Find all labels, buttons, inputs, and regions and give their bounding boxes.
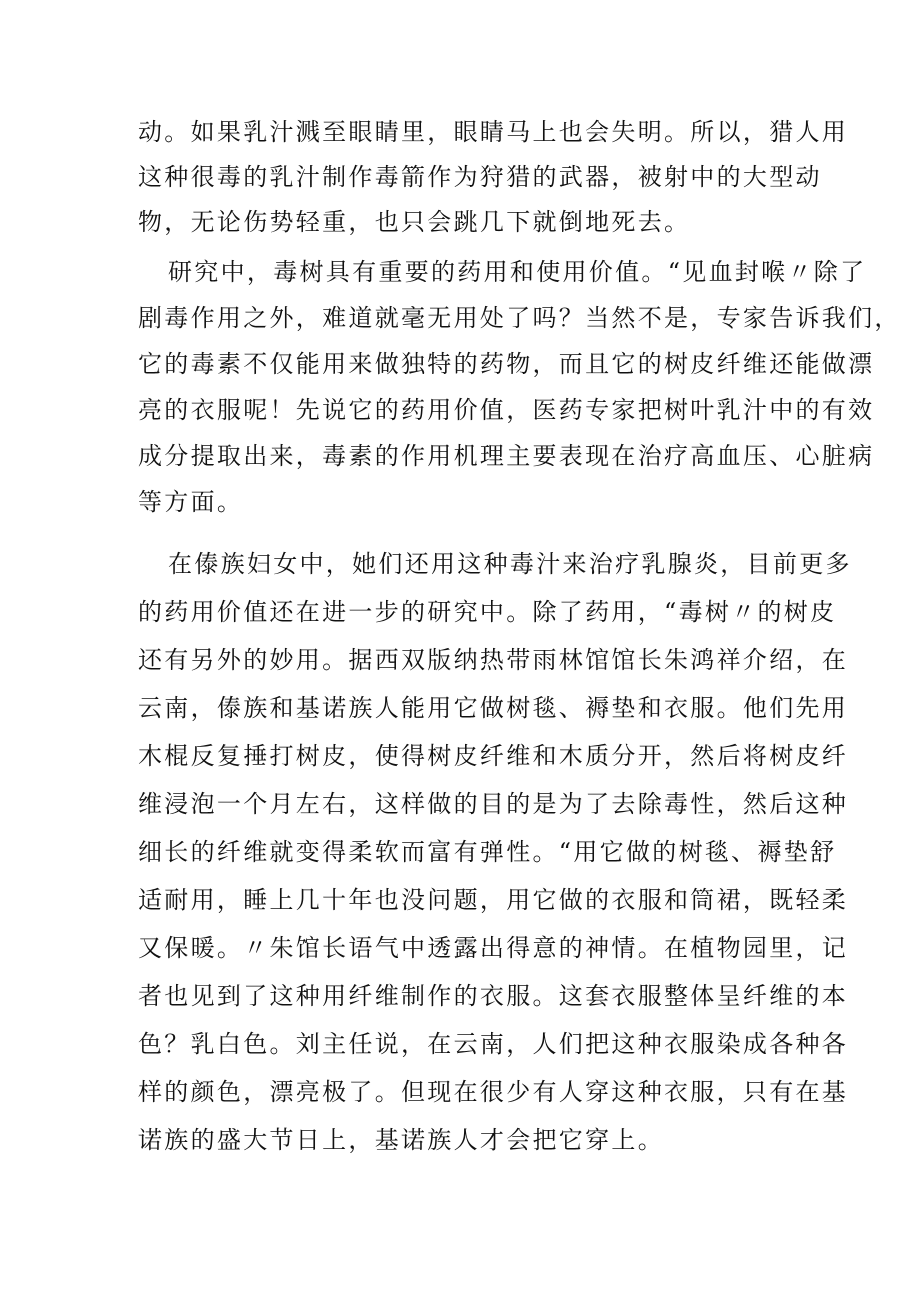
text-line: 适耐用，睡上几十年也没问题，用它做的衣服和筒裙，既轻柔 bbox=[138, 886, 849, 914]
text-line: 色？乳白色。刘主任说，在云南，人们把这种衣服染成各种各 bbox=[138, 1030, 849, 1058]
text-line: 剧毒作用之外，难道就毫无用处了吗？当然不是，专家告诉我们， bbox=[138, 304, 901, 332]
text-line: 样的颜色，漂亮极了。但现在很少有人穿这种衣服，只有在基 bbox=[138, 1078, 849, 1106]
text-line: 成分提取出来，毒素的作用机理主要表现在治疗高血压、心脏病 bbox=[138, 442, 875, 470]
text-line: 又保暖。〃朱馆长语气中透露出得意的神情。在植物园里，记 bbox=[138, 934, 849, 962]
text-line: 诺族的盛大节日上，基诺族人才会把它穿上。 bbox=[138, 1126, 664, 1154]
text-line: 研究中，毒树具有重要的药用和使用价值。“见血封喉〃除了 bbox=[168, 258, 867, 286]
text-line: 在傣族妇女中，她们还用这种毒汁来治疗乳腺炎，目前更多 bbox=[168, 550, 852, 578]
text-line: 动。如果乳汁溅至眼睛里，眼睛马上也会失明。所以，猎人用 bbox=[138, 118, 849, 146]
text-line: 的药用价值还在进一步的研究中。除了药用，“毒树〃的树皮 bbox=[138, 598, 837, 626]
text-line: 云南，傣族和基诺族人能用它做树毯、褥垫和衣服。他们先用 bbox=[138, 694, 849, 722]
text-line: 物，无论伤势轻重，也只会跳几下就倒地死去。 bbox=[138, 208, 691, 236]
text-line: 亮的衣服呢！先说它的药用价值，医药专家把树叶乳汁中的有效 bbox=[138, 396, 875, 424]
text-line: 细长的纤维就变得柔软而富有弹性。“用它做的树毯、褥垫舒 bbox=[138, 838, 837, 866]
text-line: 还有另外的妙用。据西双版纳热带雨林馆馆长朱鸿祥介绍，在 bbox=[138, 646, 849, 674]
text-line: 者也见到了这种用纤维制作的衣服。这套衣服整体呈纤维的本 bbox=[138, 982, 849, 1010]
text-line: 维浸泡一个月左右，这样做的目的是为了去除毒性，然后这种 bbox=[138, 790, 849, 818]
text-line: 等方面。 bbox=[138, 488, 244, 516]
text-line: 这种很毒的乳汁制作毒箭作为狩猎的武器，被射中的大型动 bbox=[138, 163, 822, 191]
text-line: 木棍反复捶打树皮，使得树皮纤维和木质分开，然后将树皮纤 bbox=[138, 742, 849, 770]
text-line: 它的毒素不仅能用来做独特的药物，而且它的树皮纤维还能做漂 bbox=[138, 350, 875, 378]
